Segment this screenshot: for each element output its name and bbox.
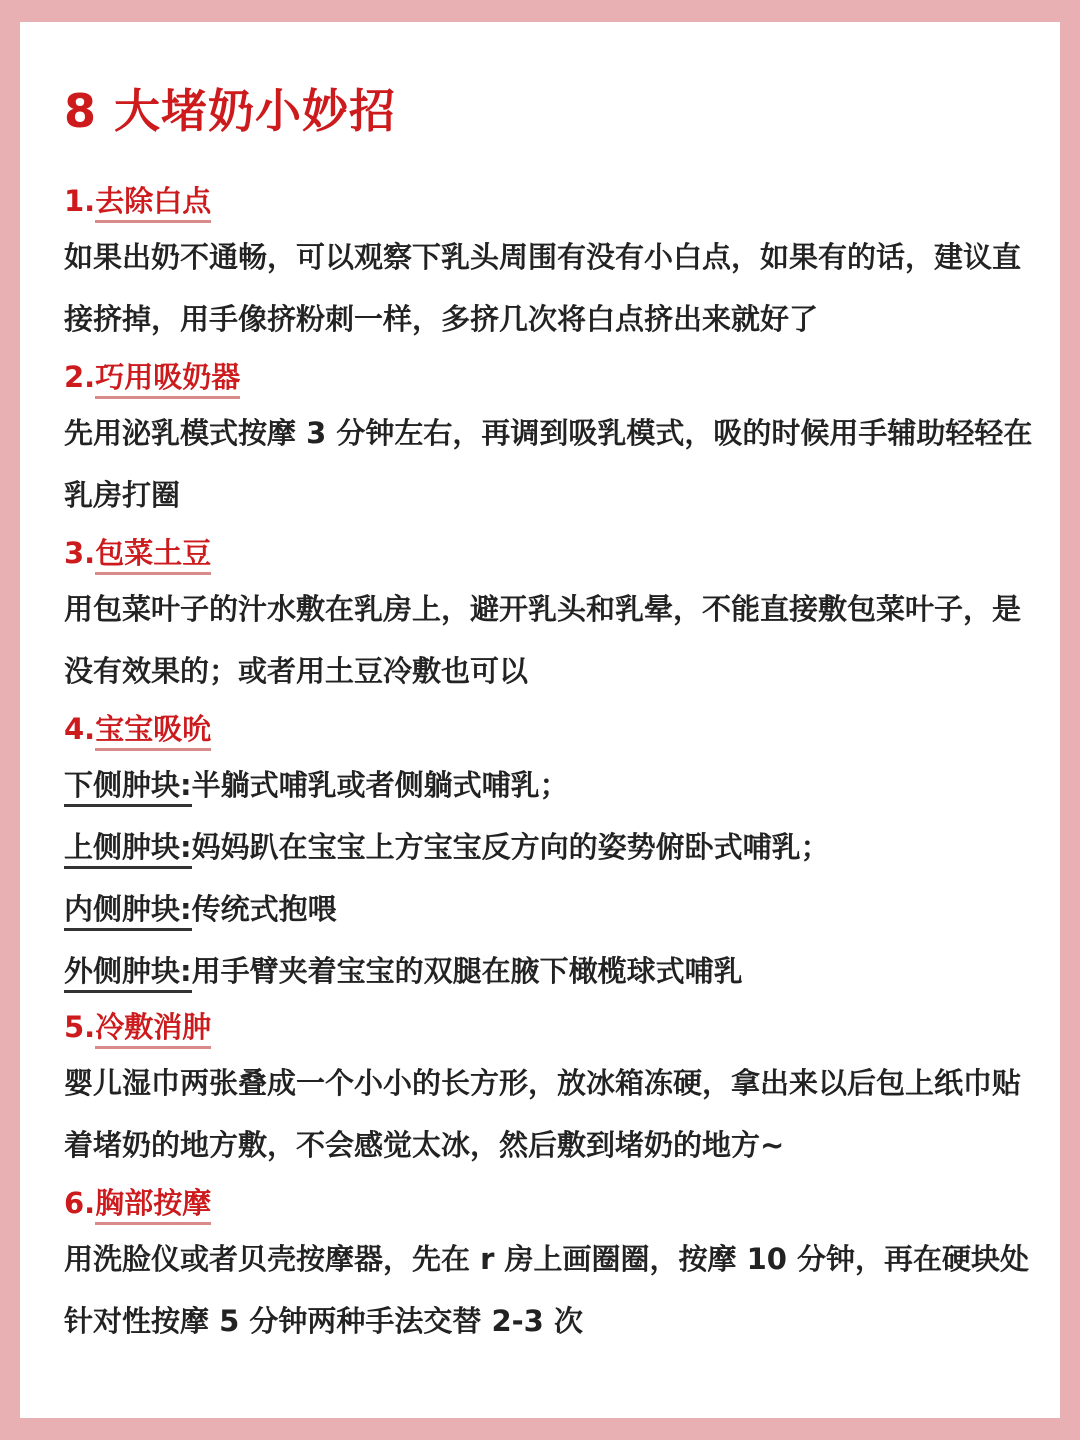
tip-title: 胸部按摩 xyxy=(95,1186,211,1225)
position-text: 半躺式哺乳或者侧躺式哺乳； xyxy=(191,768,569,802)
tip-heading-6 xyxy=(64,1184,211,1222)
tip-title: 冷敷消肿 xyxy=(95,1010,211,1049)
position-text: 传统式抱喂 xyxy=(191,892,337,926)
tip-title: 巧用吸奶器 xyxy=(95,360,240,399)
tip-heading-4 xyxy=(64,710,211,748)
position-text: 妈妈趴在宝宝上方宝宝反方向的姿势俯卧式哺乳； xyxy=(191,830,830,864)
tip-body: 先用泌乳模式按摩 3 分钟左右，再调到吸乳模式，吸的时候用手辅助轻轻在乳房打圈 xyxy=(64,416,1033,512)
position-label: 上侧肿块: xyxy=(64,830,192,869)
tip-section-2 xyxy=(64,352,1044,526)
tip-number: 1. xyxy=(64,184,96,218)
tip-heading-2 xyxy=(64,358,240,396)
tip-number: 3. xyxy=(64,536,96,570)
tip-section-5 xyxy=(64,1002,1044,1176)
tip-section-1 xyxy=(64,176,1044,350)
position-item-outer xyxy=(64,940,1044,1002)
position-item-lower xyxy=(64,754,1044,816)
tip-section-6 xyxy=(64,1178,1044,1352)
tips-list xyxy=(64,176,1044,1354)
tip-heading-1 xyxy=(64,182,211,220)
tip-title: 去除白点 xyxy=(95,184,211,223)
position-item-inner xyxy=(64,878,1044,940)
tip-number: 4. xyxy=(64,712,96,746)
position-list xyxy=(64,754,1044,1002)
tip-body: 婴儿湿巾两张叠成一个小小的长方形，放冰箱冻硬，拿出来以后包上纸巾贴着堵奶的地方敷，不会感觉太冰，然后敷到堵奶的地方~ xyxy=(64,1066,1022,1162)
tip-body: 用包菜叶子的汁水敷在乳房上，避开乳头和乳晕，不能直接敷包菜叶子，是没有效果的；或者用土豆冷敷也可以 xyxy=(64,592,1022,688)
tip-title: 宝宝吸吮 xyxy=(95,712,211,751)
position-text: 用手臂夹着宝宝的双腿在腋下橄榄球式哺乳 xyxy=(191,954,743,988)
page-title: 8 大堵奶小妙招 xyxy=(64,84,397,138)
tip-body: 用洗脸仪或者贝壳按摩器，先在 r 房上画圈圈，按摩 10 分钟，再在硬块处针对性按摩 5 分钟两种手法交替 2-3 次 xyxy=(64,1242,1030,1338)
note-card xyxy=(20,22,1060,1418)
tip-section-3 xyxy=(64,528,1044,702)
tip-number: 2. xyxy=(64,360,96,394)
tip-heading-5 xyxy=(64,1008,211,1046)
tip-number: 5. xyxy=(64,1010,96,1044)
position-label: 外侧肿块: xyxy=(64,954,192,993)
position-label: 下侧肿块: xyxy=(64,768,192,807)
tip-number: 6. xyxy=(64,1186,96,1220)
tip-heading-3 xyxy=(64,534,211,572)
tip-title: 包菜土豆 xyxy=(95,536,211,575)
position-label: 内侧肿块: xyxy=(64,892,192,931)
tip-body: 如果出奶不通畅，可以观察下乳头周围有没有小白点，如果有的话，建议直接挤掉，用手像挤粉刺一样，多挤几次将白点挤出来就好了 xyxy=(64,240,1022,336)
tip-section-4 xyxy=(64,704,1044,1002)
position-item-upper xyxy=(64,816,1044,878)
